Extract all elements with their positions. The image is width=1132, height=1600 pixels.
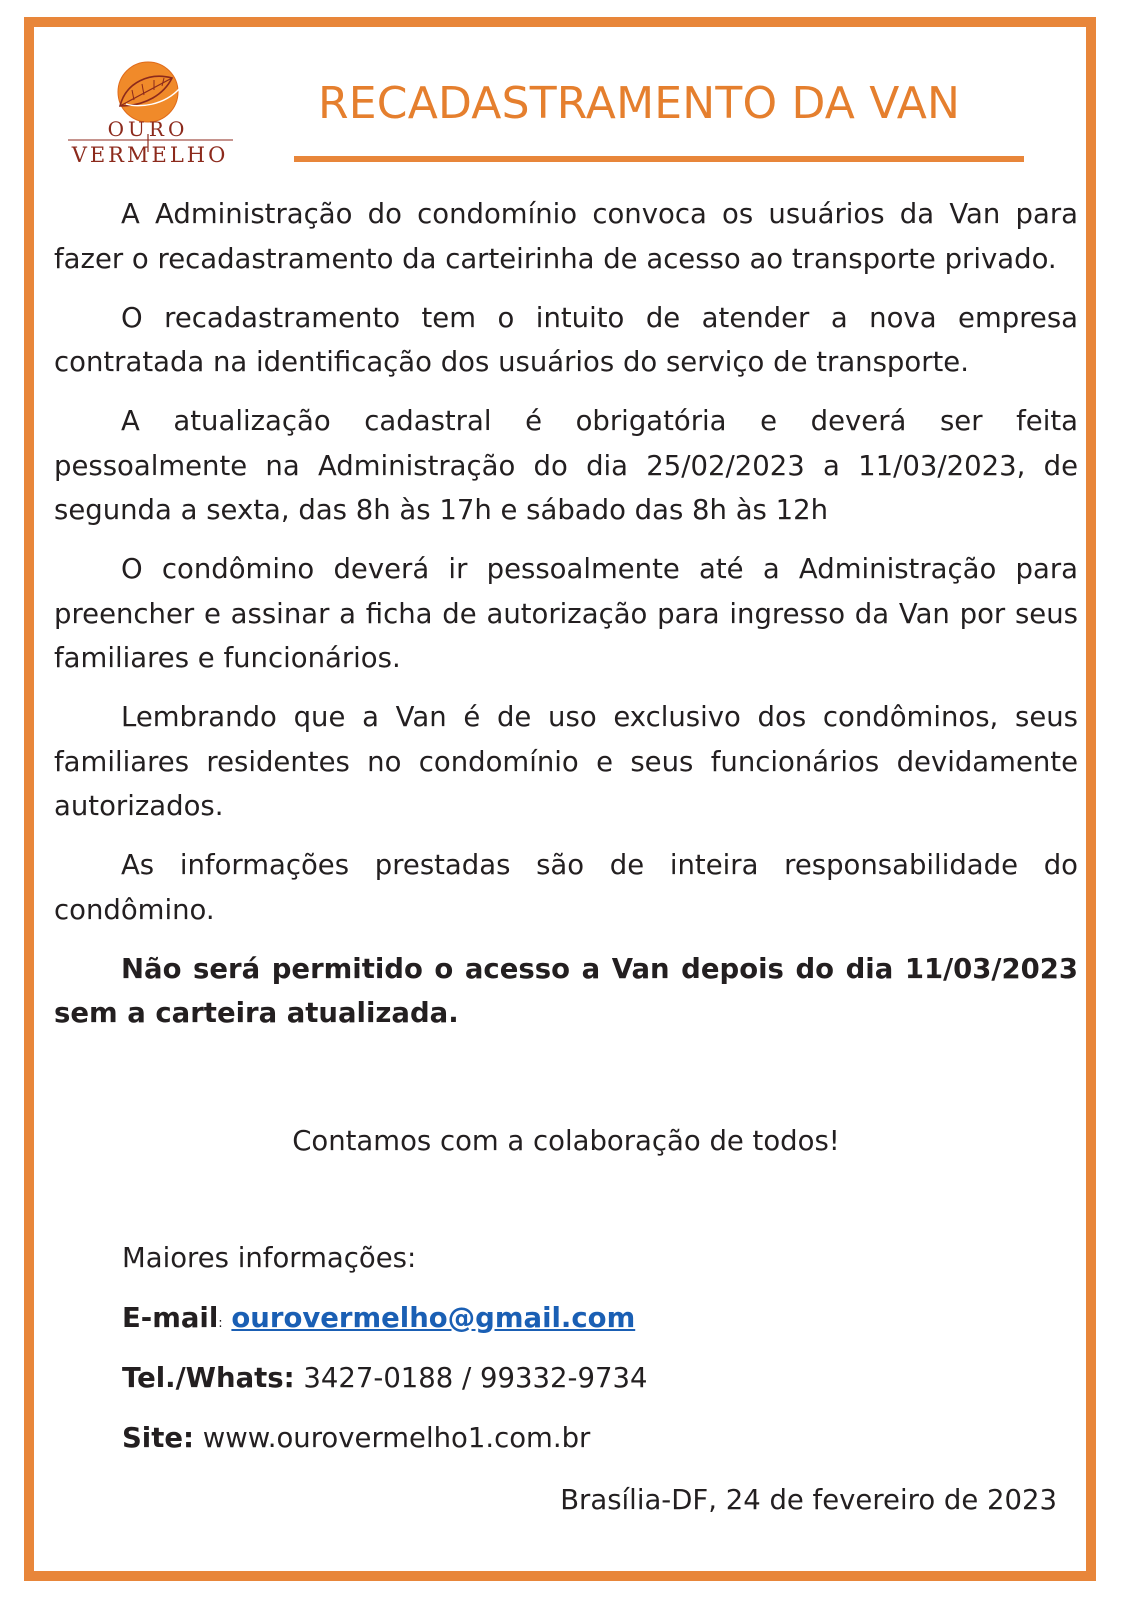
- page-title: RECADASTRAMENTO DA VAN: [318, 78, 961, 129]
- logo-text-vermelho: VERMELHO: [71, 143, 229, 167]
- paragraph-responsibility: As informações prestadas são de inteira responsabilidade do condômino.: [54, 849, 1078, 926]
- paragraph-deadline-warning: Não será permitido o acesso a Van depois do dia 11/03/2023 sem a carteira atualizada.: [54, 952, 1078, 1029]
- site-value: www.ourovermelho1.com.br: [202, 1422, 591, 1454]
- paragraph-schedule: A atualização cadastral é obrigatória e deverá ser feita pessoalmente na Administração do dia 25/02/2023 a 11/03/2023, de segunda a sexta, das 8h às 17h e sábado das 8h às 12h: [54, 405, 1078, 526]
- title-underline: [294, 156, 1024, 162]
- email-row: [122, 1298, 647, 1358]
- ouro-vermelho-logo: [68, 60, 243, 170]
- date-line: Brasília-DF, 24 de fevereiro de 2023: [560, 1484, 1057, 1516]
- paragraph-convocation: A Administração do condomínio convoca os usuários da Van para fazer o recadastramento da carteirinha de acesso ao transporte privado.: [54, 198, 1078, 275]
- phone-row: [122, 1358, 647, 1418]
- phone-value: 3427-0188 / 99332-9734: [303, 1362, 648, 1394]
- notice-body: [54, 192, 1078, 1050]
- paragraph-exclusive-use: Lembrando que a Van é de uso exclusivo dos condôminos, seus familiares residentes no condomínio e seus funcionários devidamente autorizados.: [54, 701, 1078, 822]
- closing-message: Contamos com a colaboração de todos!: [292, 1125, 840, 1157]
- contact-block: [122, 1238, 647, 1478]
- email-link[interactable]: ourovermelho@gmail.com: [231, 1302, 636, 1334]
- paragraph-authorization: O condômino deverá ir pessoalmente até a Administração para preencher e assinar a ficha de autorização para ingresso da Van por seus familiares e funcionários.: [54, 553, 1078, 674]
- logo-text-ouro: OURO: [107, 117, 189, 141]
- site-row: [122, 1418, 647, 1478]
- email-colon: :: [218, 1316, 223, 1331]
- paragraph-purpose: O recadastramento tem o intuito de atender a nova empresa contratada na identificação dos usuários do serviço de transporte.: [54, 301, 1078, 378]
- phone-label: Tel./Whats:: [122, 1362, 295, 1394]
- contact-heading: Maiores informações:: [122, 1242, 417, 1274]
- site-label: Site:: [122, 1422, 195, 1454]
- email-label: E-mail: [122, 1302, 219, 1334]
